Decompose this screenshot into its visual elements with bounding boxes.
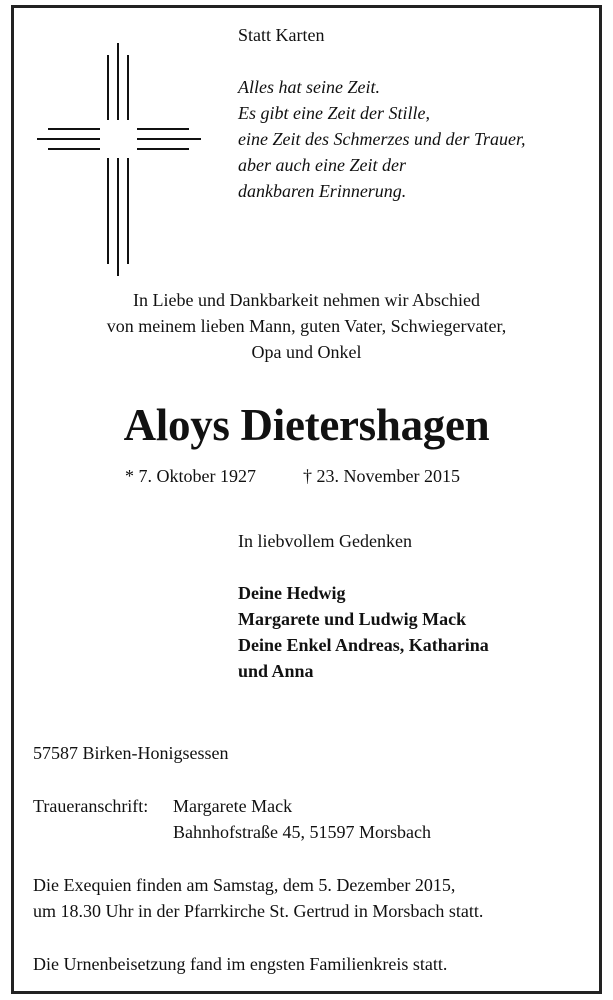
mourner-line: Margarete und Ludwig Mack — [238, 609, 467, 629]
location-text: 57587 Birken-Honigsessen — [33, 743, 229, 763]
birth-date: * 7. Oktober 1927 — [125, 466, 256, 486]
mourner-line: Deine Hedwig — [238, 583, 346, 603]
poem-line: aber auch eine Zeit der — [238, 155, 406, 175]
urn-text: Die Urnenbeisetzung fand im engsten Familienkreis statt. — [33, 954, 448, 974]
mourner-line: und Anna — [238, 661, 314, 681]
statt-karten-text: Statt Karten — [238, 25, 325, 45]
intro-text — [14, 287, 599, 365]
mourner-line: Deine Enkel Andreas, Katharina — [238, 635, 489, 655]
mourners-list — [238, 580, 489, 684]
poem-line: Es gibt eine Zeit der Stille, — [238, 103, 430, 123]
intro-line: von meinem lieben Mann, guten Vater, Schwiegervater, — [106, 316, 507, 336]
trauer-name: Margarete Mack — [173, 796, 293, 816]
poem-line: dankbaren Erinnerung. — [238, 181, 407, 201]
service-line: Die Exequien finden am Samstag, dem 5. Dezember 2015, — [33, 875, 456, 895]
trauer-label: Traueranschrift: — [33, 796, 149, 816]
poem-block — [238, 74, 525, 204]
service-text — [33, 872, 483, 924]
poem-line: eine Zeit des Schmerzes und der Trauer, — [238, 129, 526, 149]
deceased-name: Aloys Dietershagen — [123, 400, 490, 450]
service-line: um 18.30 Uhr in der Pfarrkirche St. Gertrud in Morsbach statt. — [33, 901, 484, 921]
death-date: † 23. November 2015 — [303, 466, 460, 486]
poem-line: Alles hat seine Zeit. — [238, 77, 380, 97]
intro-line: Opa und Onkel — [251, 342, 362, 362]
intro-line: In Liebe und Dankbarkeit nehmen wir Abschied — [133, 290, 480, 310]
trauer-street: Bahnhofstraße 45, 51597 Morsbach — [173, 822, 431, 842]
memorial-heading: In liebvollem Gedenken — [238, 531, 412, 551]
